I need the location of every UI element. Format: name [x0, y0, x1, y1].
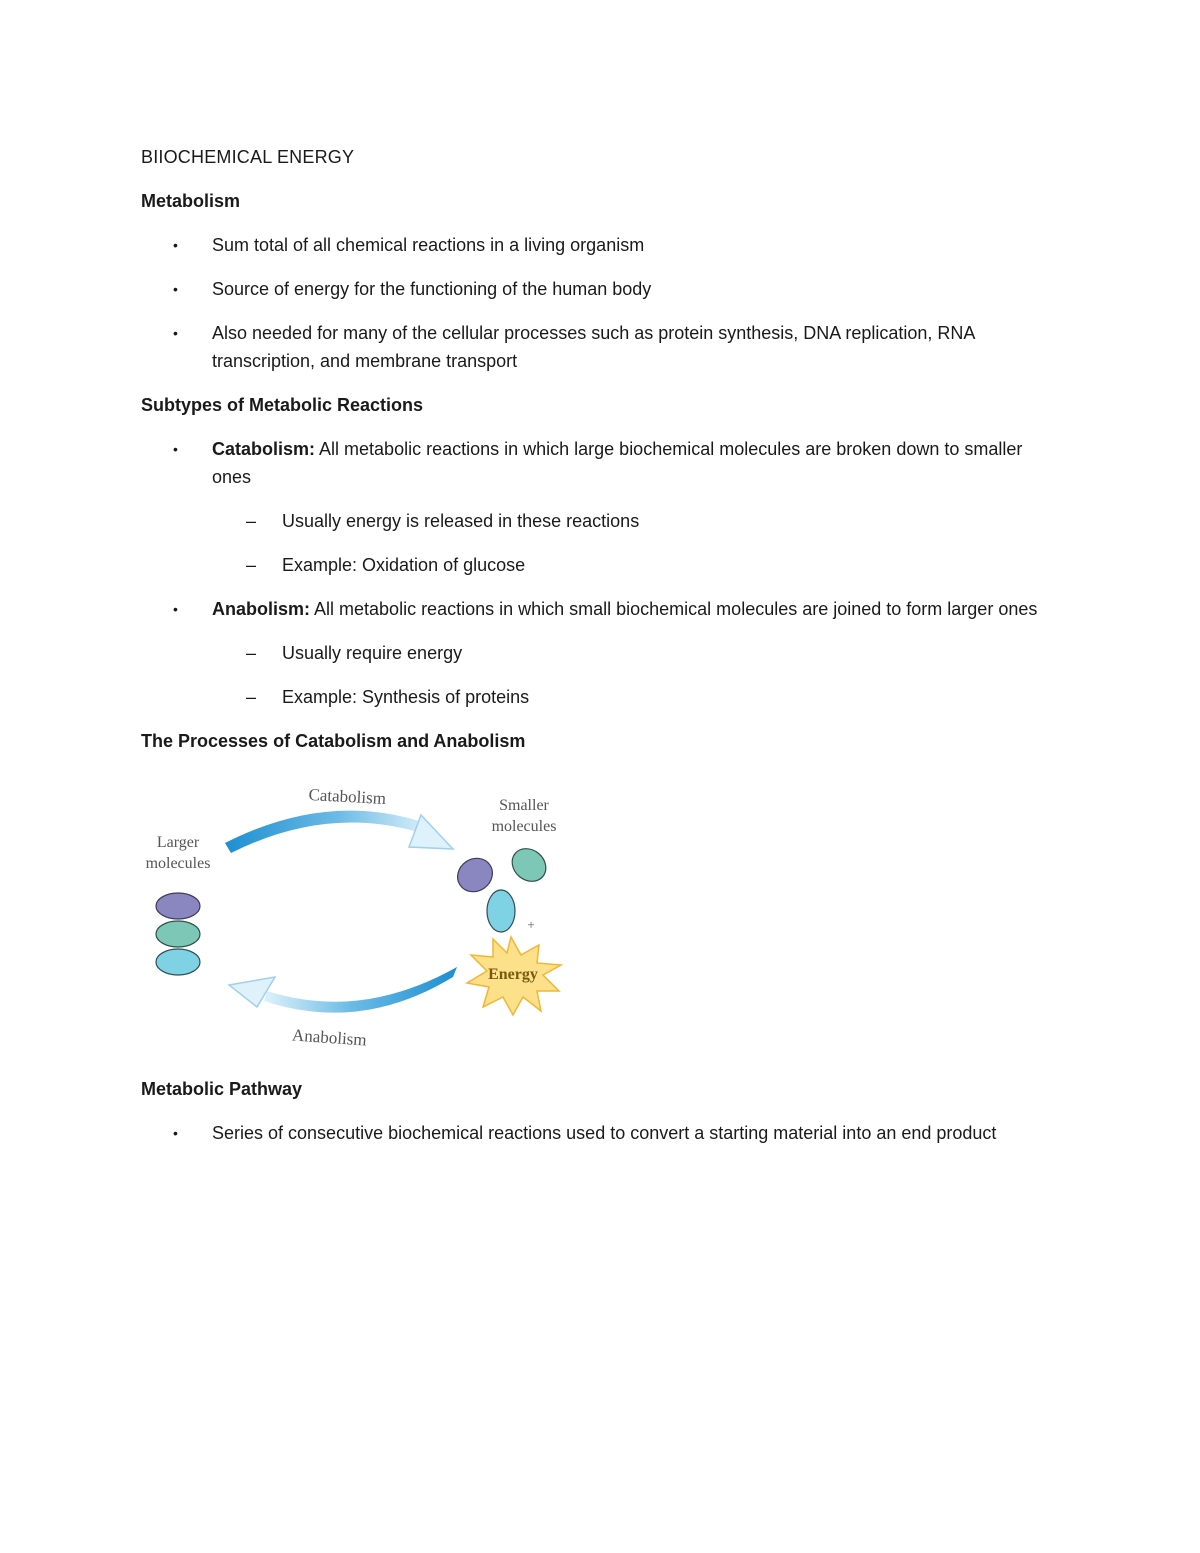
- dash-glyph: –: [246, 687, 257, 707]
- catabolism-sublist: [212, 507, 1061, 579]
- bullet-glyph: •: [173, 441, 178, 457]
- large-molecule-teal: [156, 921, 200, 947]
- heading-metabolic-pathway: Metabolic Pathway: [141, 1079, 303, 1099]
- smaller-molecules-label-line2: molecules: [491, 818, 557, 835]
- bullet-glyph: •: [173, 325, 178, 341]
- list-item-catabolism: [141, 435, 1061, 579]
- list-item-text: Sum total of all chemical reactions in a living organism: [212, 235, 645, 255]
- list-item: [141, 319, 1061, 375]
- bullet-glyph: •: [173, 1125, 178, 1141]
- list-item-text: Series of consecutive biochemical reactions used to convert a starting material into an end product: [212, 1123, 997, 1143]
- anabolism-label: Anabolism: [291, 1025, 368, 1050]
- term-anabolism: Anabolism:: [212, 599, 311, 619]
- list-item-anabolism: [141, 595, 1061, 711]
- bullet-glyph: •: [173, 601, 178, 617]
- list-item-text: All metabolic reactions in which small biochemical molecules are joined to form larger ones: [310, 599, 1038, 619]
- subtypes-list: [141, 435, 1061, 711]
- list-item: [141, 275, 1061, 303]
- heading-metabolism: Metabolism: [141, 191, 241, 211]
- diagram-svg: [141, 759, 581, 1059]
- catabolism-anabolism-diagram: [141, 759, 581, 1059]
- dash-glyph: –: [246, 643, 257, 663]
- term-catabolism: Catabolism:: [212, 439, 316, 459]
- anabolism-sublist: [212, 639, 1061, 711]
- small-molecule-teal: [506, 842, 553, 888]
- plus-sign: +: [527, 917, 535, 932]
- document-title: BIIOCHEMICAL ENERGY: [141, 147, 355, 167]
- sub-list-item: [212, 551, 1061, 579]
- list-item-text: Source of energy for the functioning of the human body: [212, 279, 652, 299]
- sub-list-item-text: Usually energy is released in these reactions: [282, 511, 640, 531]
- sub-list-item-text: Example: Oxidation of glucose: [282, 555, 526, 575]
- larger-molecules-label-line1: Larger: [156, 834, 200, 851]
- catabolism-label: Catabolism: [308, 784, 387, 809]
- sub-list-item: [212, 639, 1061, 667]
- list-item-text: All metabolic reactions in which large biochemical molecules are broken down to smaller ones: [212, 439, 1023, 487]
- heading-subtypes: Subtypes of Metabolic Reactions: [141, 395, 424, 415]
- sub-list-item: [212, 683, 1061, 711]
- sub-list-item: [212, 507, 1061, 535]
- list-item: [141, 1119, 1061, 1147]
- document-content: [141, 143, 1061, 1163]
- bullet-glyph: •: [173, 237, 178, 253]
- smaller-molecules-label-line1: Smaller: [499, 797, 549, 814]
- anabolism-arrow: [229, 967, 457, 1013]
- energy-label: Energy: [488, 966, 538, 983]
- dash-glyph: –: [246, 511, 257, 531]
- list-item-text: Also needed for many of the cellular processes such as protein synthesis, DNA replication, RNA transcription, and membrane transport: [212, 323, 975, 371]
- dash-glyph: –: [246, 555, 257, 575]
- list-item: [141, 231, 1061, 259]
- small-molecule-cyan: [487, 890, 515, 932]
- catabolism-arrow: [225, 811, 453, 853]
- larger-molecules-label-line2: molecules: [145, 855, 211, 872]
- large-molecule-purple: [156, 893, 200, 919]
- pathway-list: [141, 1119, 1061, 1147]
- bullet-glyph: •: [173, 281, 178, 297]
- heading-processes: The Processes of Catabolism and Anabolism: [141, 731, 526, 751]
- large-molecule-cyan: [156, 949, 200, 975]
- sub-list-item-text: Example: Synthesis of proteins: [282, 687, 530, 707]
- small-molecule-purple: [451, 852, 499, 899]
- metabolism-list: [141, 231, 1061, 375]
- sub-list-item-text: Usually require energy: [282, 643, 463, 663]
